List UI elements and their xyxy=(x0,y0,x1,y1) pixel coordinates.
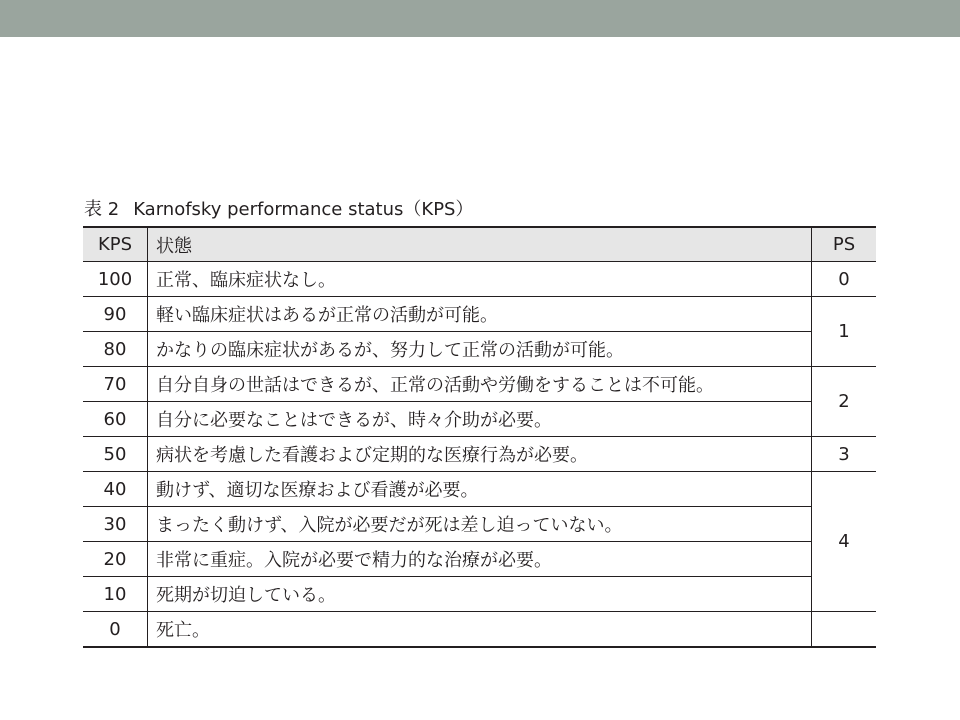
table-row xyxy=(83,612,876,648)
ps-value: 1 xyxy=(812,297,877,367)
state-description: 自分自身の世話はできるが、正常の活動や労働をすることは不可能。 xyxy=(148,367,812,402)
kps-value: 10 xyxy=(83,577,148,612)
table-row xyxy=(83,402,876,437)
kps-value: 50 xyxy=(83,437,148,472)
kps-value: 40 xyxy=(83,472,148,507)
table-header-row xyxy=(83,227,876,262)
slide-header-bar xyxy=(0,0,960,37)
state-description: 病状を考慮した看護および定期的な医療行為が必要。 xyxy=(148,437,812,472)
table-row xyxy=(83,332,876,367)
header-ps: PS xyxy=(812,227,877,262)
state-description: 死亡。 xyxy=(148,612,812,648)
state-description: 死期が切迫している。 xyxy=(148,577,812,612)
table-row xyxy=(83,577,876,612)
table-caption xyxy=(84,196,473,224)
state-description: 正常、臨床症状なし。 xyxy=(148,262,812,297)
kps-value: 30 xyxy=(83,507,148,542)
table-row xyxy=(83,297,876,332)
table-row xyxy=(83,367,876,402)
header-state: 状態 xyxy=(148,227,812,262)
ps-value: 0 xyxy=(812,262,877,297)
ps-value-empty xyxy=(812,612,877,648)
table-row xyxy=(83,262,876,297)
kps-value: 80 xyxy=(83,332,148,367)
state-description: 非常に重症。入院が必要で精力的な治療が必要。 xyxy=(148,542,812,577)
kps-value: 90 xyxy=(83,297,148,332)
kps-value: 0 xyxy=(83,612,148,648)
table-row xyxy=(83,437,876,472)
kps-table xyxy=(83,226,876,648)
kps-value: 70 xyxy=(83,367,148,402)
kps-value: 60 xyxy=(83,402,148,437)
state-description: 自分に必要なことはできるが、時々介助が必要。 xyxy=(148,402,812,437)
ps-value: 2 xyxy=(812,367,877,437)
state-description: 動けず、適切な医療および看護が必要。 xyxy=(148,472,812,507)
ps-value: 3 xyxy=(812,437,877,472)
state-description: まったく動けず、入院が必要だが死は差し迫っていない。 xyxy=(148,507,812,542)
ps-value: 4 xyxy=(812,472,877,612)
table-caption-label: 表 2 xyxy=(84,199,120,220)
state-description: 軽い臨床症状はあるが正常の活動が可能。 xyxy=(148,297,812,332)
kps-value: 20 xyxy=(83,542,148,577)
table-row xyxy=(83,472,876,507)
table-caption-title: Karnofsky performance status（KPS） xyxy=(133,199,474,220)
table-row xyxy=(83,507,876,542)
kps-value: 100 xyxy=(83,262,148,297)
table-row xyxy=(83,542,876,577)
header-kps: KPS xyxy=(83,227,148,262)
state-description: かなりの臨床症状があるが、努力して正常の活動が可能。 xyxy=(148,332,812,367)
